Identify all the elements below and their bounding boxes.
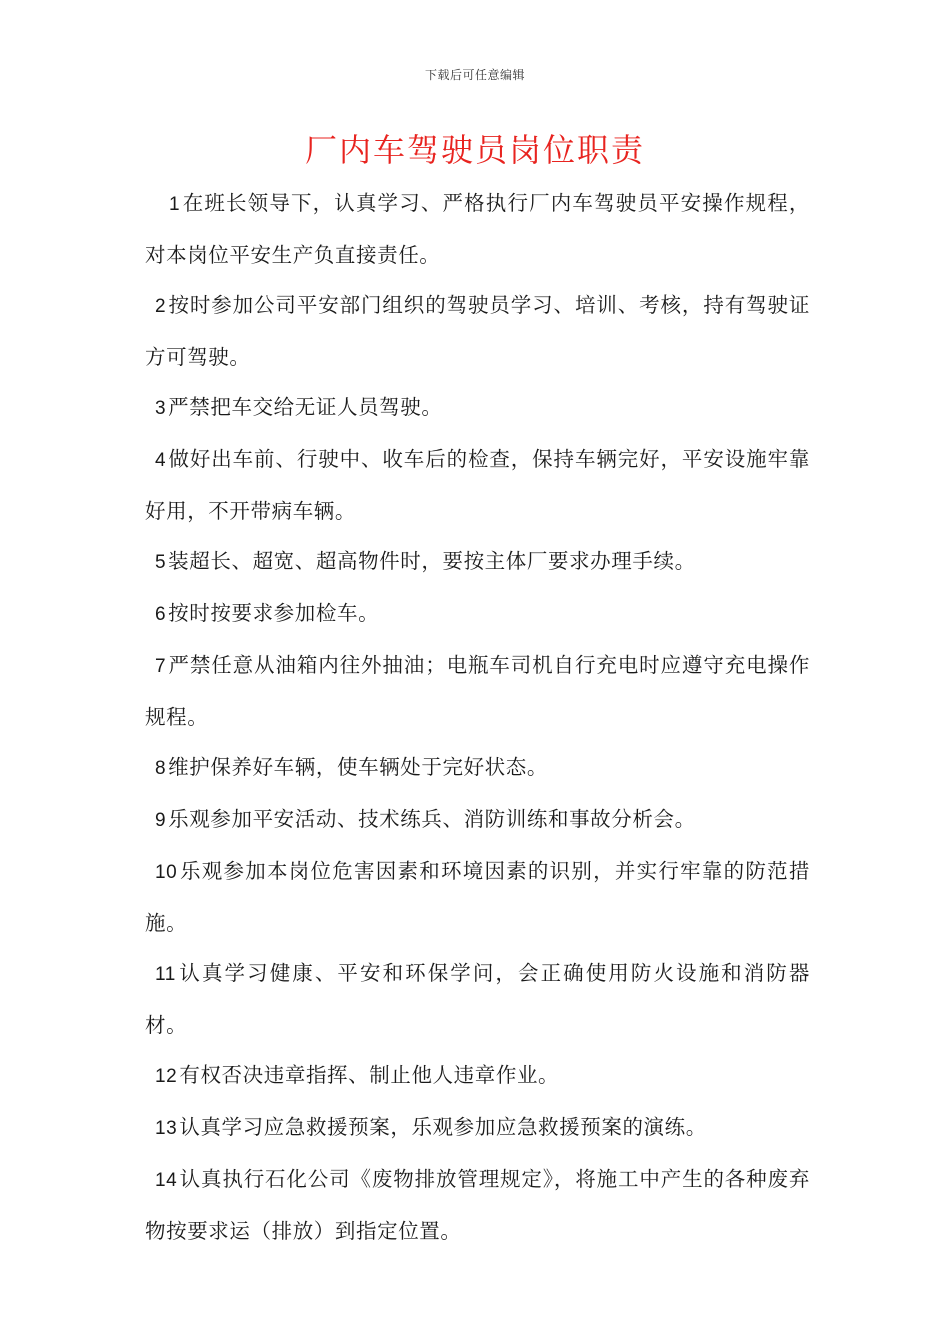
document-body [145,178,810,1256]
duty-item-text: 按时按要求参加检车。 [168,601,380,625]
duty-item-text: 严禁任意从油箱内往外抽油；电瓶车司机自行充电时应遵守充电操作规程。 [145,653,810,729]
duty-item-number: 13 [155,1118,178,1139]
duty-item [145,948,810,1050]
duty-item [145,434,810,536]
duty-item-text: 装超长、超宽、超高物件时，要按主体厂要求办理手续。 [168,549,696,573]
duty-item-number: 14 [155,1170,178,1191]
duty-item [145,1102,810,1154]
duty-item-text: 严禁把车交给无证人员驾驶。 [168,395,443,419]
duty-item-text: 乐观参加本岗位危害因素和环境因素的识别，并实行牢靠的防范措施。 [145,859,810,935]
duty-item [145,794,810,846]
duty-item-text: 有权否决违章指挥、制止他人违章作业。 [179,1063,560,1087]
document-title: 厂内车驾驶员岗位职责 [304,131,645,169]
duty-item-number: 5 [155,552,167,573]
duty-item-number: 9 [155,810,167,831]
duty-item [145,588,810,640]
duty-item-text: 做好出车前、行驶中、收车后的检查，保持车辆完好，平安设施牢靠好用，不开带病车辆。 [145,447,810,523]
duty-item [145,280,810,382]
duty-item [145,382,810,434]
duty-item-number: 4 [155,450,167,471]
duty-item-number: 10 [155,862,178,883]
duty-item-text: 在班长领导下，认真学习、严格执行厂内车驾驶员平安操作规程，对本岗位平安生产负直接责任。 [145,191,810,267]
duty-item [145,846,810,948]
duty-item [145,1154,810,1256]
duty-item-text: 认真执行石化公司《废物排放管理规定》，将施工中产生的各种废弃物按要求运（排放）到指定位置。 [145,1167,810,1243]
duty-item-number: 1 [169,194,181,215]
duty-item-number: 12 [155,1066,178,1087]
duty-item-text: 按时参加公司平安部门组织的驾驶员学习、培训、考核，持有驾驶证方可驾驶。 [145,293,810,369]
page-header-note: 下载后可任意编辑 [424,68,525,82]
duty-item [145,178,810,280]
duty-item-text: 认真学习健康、平安和环保学问，会正确使用防火设施和消防器材。 [145,961,810,1037]
duty-item-text: 乐观参加平安活动、技术练兵、消防训练和事故分析会。 [168,807,696,831]
duty-item [145,536,810,588]
duty-item-number: 7 [155,656,167,677]
duty-item [145,640,810,742]
duty-item-number: 6 [155,604,167,625]
duty-item-number: 11 [155,964,176,985]
duty-item-number: 2 [155,296,167,317]
duty-item [145,1050,810,1102]
duty-item-text: 维护保养好车辆，使车辆处于完好状态。 [168,755,548,779]
duty-item-text: 认真学习应急救援预案，乐观参加应急救援预案的演练。 [179,1115,707,1139]
duty-item [145,742,810,794]
duty-item-number: 3 [155,398,167,419]
duty-item-number: 8 [155,758,167,779]
